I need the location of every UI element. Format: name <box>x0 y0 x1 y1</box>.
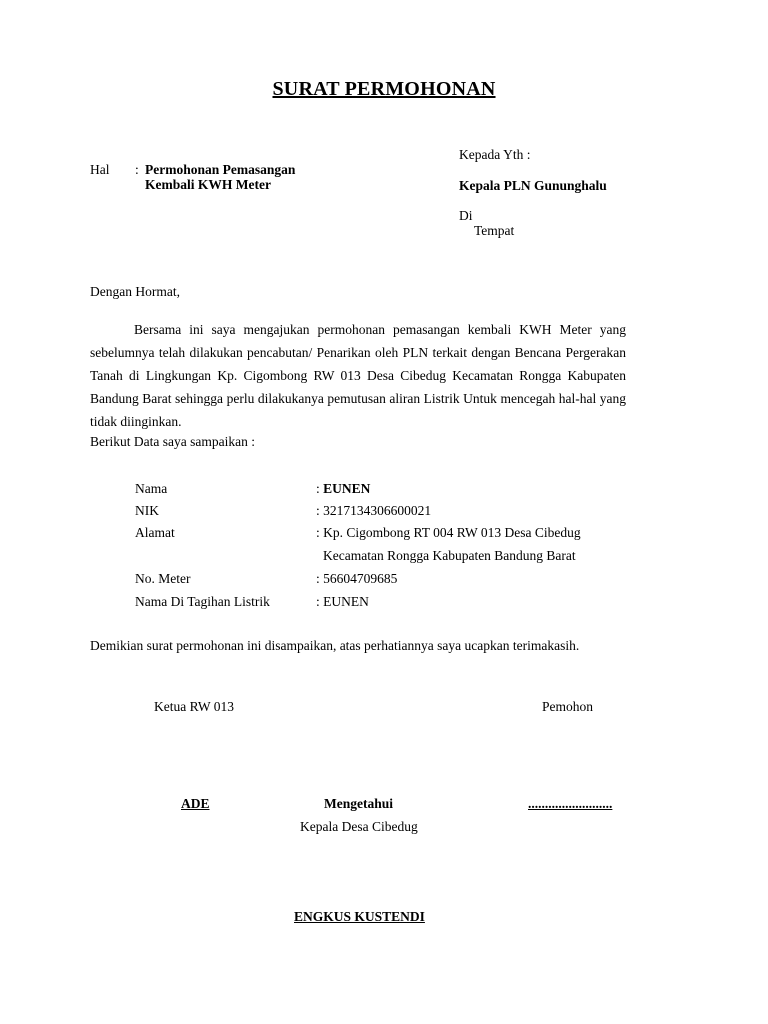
recipient-greeting: Kepada Yth : <box>459 147 531 162</box>
data-value-nik: : 3217134306600021 <box>316 503 432 518</box>
subject-label: Hal <box>90 162 110 177</box>
signature-left-role: Ketua RW 013 <box>154 699 234 714</box>
data-value-meter: : 56604709685 <box>316 571 398 586</box>
recipient-tempat: Tempat <box>474 223 515 238</box>
document-title: SURAT PERMOHONAN <box>272 78 496 100</box>
signature-village-name: ENGKUS KUSTENDI <box>294 909 425 924</box>
data-value-nama: : EUNEN <box>316 481 371 496</box>
data-intro: Berikut Data saya sampaikan : <box>90 434 255 449</box>
signature-right-name: ......................... <box>528 796 613 811</box>
data-label-nama: Nama <box>135 481 168 496</box>
recipient-name: Kepala PLN Gununghalu <box>459 178 607 193</box>
signature-right-role: Pemohon <box>542 699 594 714</box>
closing-paragraph: Demikian surat permohonan ini disampaikan, atas perhatiannya saya ucapkan terimakasih. <box>90 638 580 653</box>
subject-colon: : <box>135 162 139 177</box>
data-label-alamat: Alamat <box>135 525 175 540</box>
subject-line-1: Permohonan Pemasangan <box>145 162 296 177</box>
data-label-nik: NIK <box>135 503 159 518</box>
signature-left-name: ADE <box>181 796 210 811</box>
data-value-alamat: : Kp. Cigombong RT 004 RW 013 Desa Cibedug <box>316 525 581 540</box>
signature-middle-label: Mengetahui <box>324 796 393 811</box>
subject-line-2: Kembali KWH Meter <box>145 177 271 192</box>
data-label-meter: No. Meter <box>135 571 191 586</box>
data-value-tagihan: : EUNEN <box>316 594 369 609</box>
body-paragraph: Bersama ini saya mengajukan permohonan pemasangan kembali KWH Meter yang sebelumnya telah dilakukan pencabutan/ Penarikan oleh PLN terkait dengan Bencana Pergerakan Tanah di Lingkungan Kp. Cigombong RW 013 Desa Cibedug Kecamatan Rongga Kabupaten Bandung Barat sehingga perlu dilakukanya pemutusan aliran Listrik Untuk mencegah hal-hal yang tidak diinginkan. <box>90 322 626 429</box>
signature-village-role: Kepala Desa Cibedug <box>300 819 418 834</box>
data-label-tagihan: Nama Di Tagihan Listrik <box>135 594 270 609</box>
data-value-alamat-line-2: Kecamatan Rongga Kabupaten Bandung Barat <box>323 548 576 563</box>
recipient-di: Di <box>459 208 473 223</box>
salutation: Dengan Hormat, <box>90 284 180 299</box>
